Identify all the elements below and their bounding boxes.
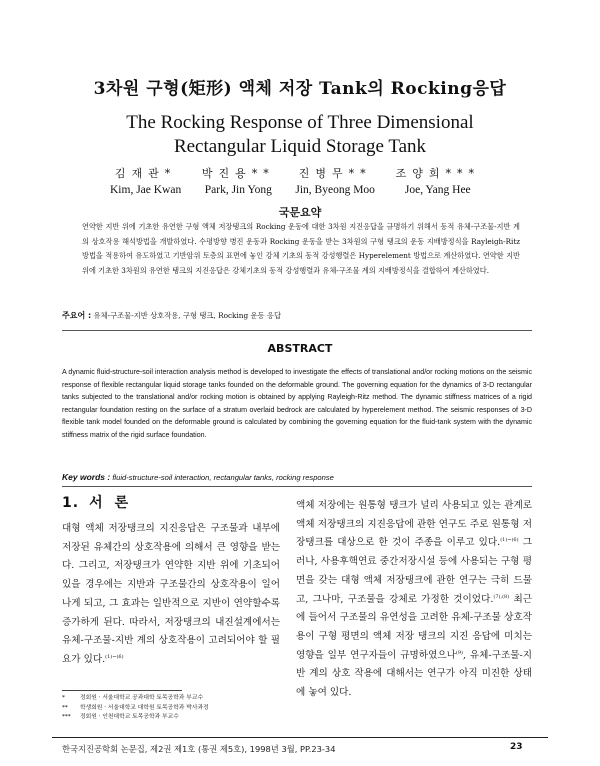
footnote [62,694,292,704]
title-english-line-2: Rectangular Liquid Storage Tank [173,136,427,157]
footnote [62,704,292,714]
introduction-right-text-a: 액체 저장에는 원통형 탱크가 널리 사용되고 있는 관계로 액체 저장탱크의 지진응답에 관한 연구도 주로 원통형 저장탱크를 대상으로 한 것이 주종을 이루고 있다. [296,500,532,549]
author-name-english: Kim, Jae Kwan [110,184,182,196]
footnote-mark: *** [62,714,71,720]
citation: (1)~(6) [105,653,124,660]
introduction-right-column [296,497,532,703]
author-name-korean: 김재관* [114,167,177,180]
introduction-right-text-c: 최근에 들어서 구조물의 유연성을 고려한 유체-구조물 상호작용이 구형 평면의 액체 저장 탱크의 지진 응답에 미치는 영향을 일부 연구자들이 규명하였으나 [296,593,532,661]
page-number: 23 [510,742,523,752]
abstract-korean-heading: 국문요약 [278,206,322,219]
footnote-text: 정회원 · 서울대학교 공과대학 토목공학과 부교수 [80,695,204,701]
footnote-divider [62,690,182,691]
title-korean: 3차원 구형(矩形) 액체 저장 Tank의 Rocking응답 [93,79,507,99]
author-name-korean: 진병무** [298,167,372,180]
section-divider [62,330,532,331]
abstract-english: A dynamic fluid-structure-soil interaction analysis method is developed to investigate the effects of translational and/or rocking motions on the seismic response of flexible rectangular liquid storage tanks founded on the deformable ground. The governing equation for the dynamics of 3-D rectangular tanks subjected to the translational and/or rocking motion is obtained by applying Rayleigh-Ritz method. The dynamic stiffness matrices of a rigid rectangular foundation resting on the surface of a stratum overlaid bedrock are calculated by hyperelement method. The seismic responses of 3-D flexible tank model founded on the deformable ground is calculated by combining the governing equation for the fluid-tank system with the dynamic stiffness matrix of the rigid surface foundation. [62,368,532,439]
citation: (1)~(6) [500,537,519,544]
keywords-korean [62,310,532,322]
introduction-right-text-b: 그러나, 사용후핵연료 중간저장시설 등에 사용되는 구형 평면을 갖는 대형 액체 저장탱크에 관한 연구는 극히 드물고, 그나마, 구조물을 강체로 가정한 것이었다. [296,537,532,605]
author [295,165,375,199]
keywords-english [62,472,532,482]
author-name-korean: 조양희*** [395,167,480,180]
footer-rule [52,737,548,738]
journal-citation: 한국지진공학회 논문집, 제2권 제1호 (통권 제5호), 1998년 3월, PP.23-34 [62,744,336,754]
introduction-number: 1. [62,495,80,511]
keywords-english-label: Key words : [62,472,111,482]
introduction-title: 서론 [89,495,141,511]
title-english [0,111,600,159]
citation: (9) [455,649,463,656]
citation: (7),(8) [493,593,510,600]
footnote-mark: ** [62,704,68,711]
author-name-english: Jin, Byeong Moo [295,184,375,196]
title-english-line-1: The Rocking Response of Three Dimensional [126,112,474,133]
author-name-korean: 박진용** [201,167,275,180]
footnote-text: 정회원 · 인천대학교 토목공학과 부교수 [80,714,179,720]
footnotes [62,694,292,723]
keywords-korean-text: 유체-구조물-지반 상호작용, 구형 탱크, Rocking 운동 응답 [93,311,282,320]
author [202,165,275,199]
footnote [62,713,292,723]
footnote-text: 학생회원 · 서울대학교 대학원 토목공학과 박사과정 [80,704,209,711]
abstract-korean: 연약한 지반 위에 기초한 유연한 구형 액체 저장탱크의 Rocking 운동에 대한 3차원 지진응답을 규명하기 위해서 동적 유체-구조물-지반 계의 상호작용 해석방법을 개발하였다. 수평방향 병진 운동과 Rocking 운동을 받는 3차원의 구형 탱크의 운동 지배방정식을 Rayleigh-Ritz 방법을 적용하여 유도하였고 기반암위 토층의 표면에 놓인 강체 기초의 동적 강성행렬은 Hyperelement 방법으로 계산하였다. 연약한 지반 위에 기초한 3차원의 유연한 탱크의 지진응답은 강체기초의 동적 강성행렬과 유체-구조물 계의 지배방정식을 결합하여 계산하였다. [82,222,520,275]
author [110,165,181,199]
introduction-right-text-d: , 유체-구조물-지반 계의 상호 작용에 대해서는 연구가 아직 미진한 상태에 놓여 있다. [296,649,532,699]
author-name-english: Joe, Yang Hee [404,184,471,196]
keywords-english-text: fluid-structure-soil interaction, rectangular tanks, rocking response [112,473,334,482]
author [396,165,480,199]
introduction-left-text: 대형 액체 저장탱크의 지진응답은 구조물과 내부에 저장된 유체간의 상호작용에 의해서 큰 영향을 받는다. 그리고, 저장탱크가 연약한 지반 위에 기초되어 있을 경우에는 지반과 구조물간의 상호작용이 일어나게 되고, 그 효과는 일반적으로 지반이 연약할수록 증가하게 된다. 따라서, 저장탱크의 내진설계에서는 유체-구조물-지반 계의 상호작용이 고려되어야 할 필요가 있다. [62,523,280,665]
introduction-heading [62,492,140,512]
keywords-korean-label: 주요어 : [62,311,92,320]
abstract-english-heading: ABSTRACT [267,342,333,355]
author-name-english: Park, Jin Yong [204,184,272,196]
footnote-mark: * [62,695,65,701]
introduction-left-column [62,520,280,670]
section-divider [62,486,532,487]
author-list [110,165,480,199]
